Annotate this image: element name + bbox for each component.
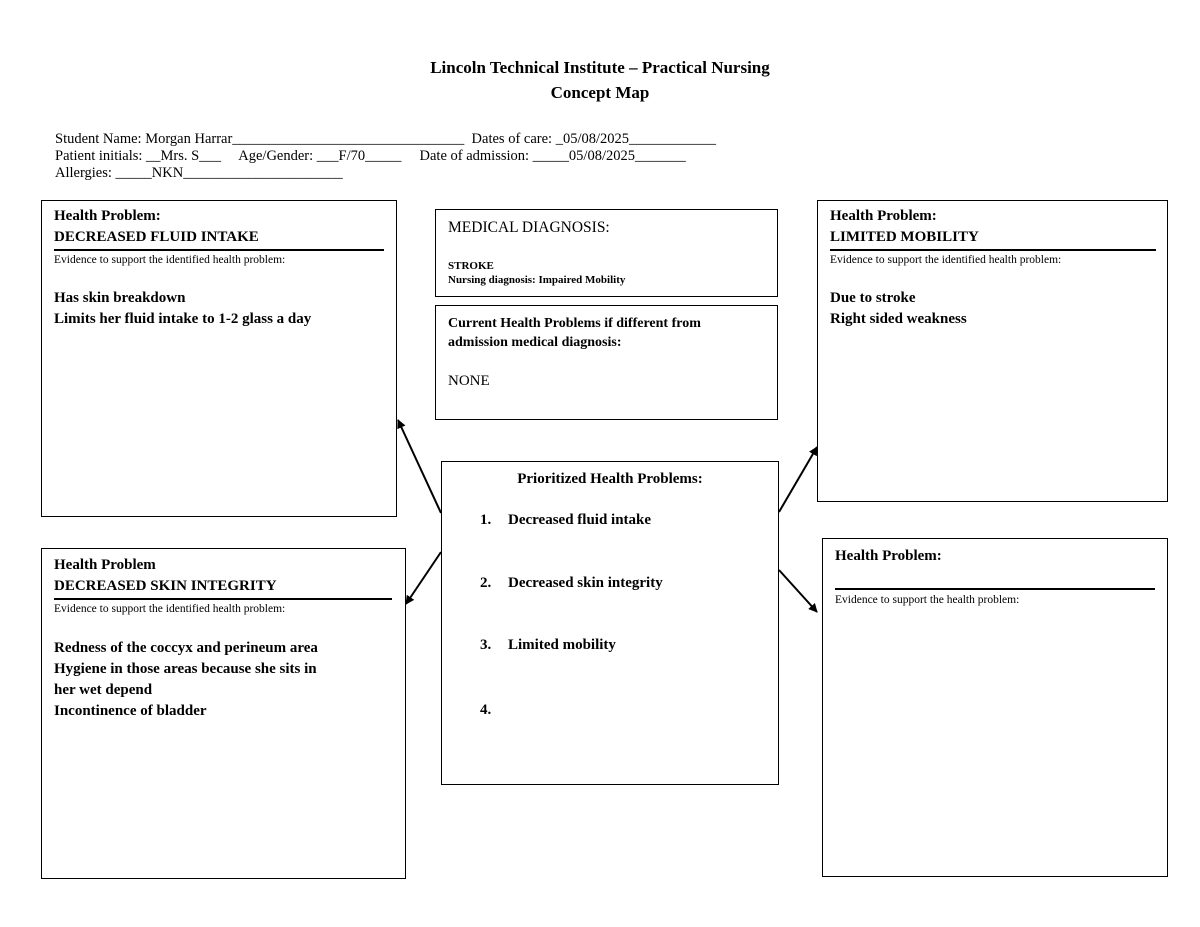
institution-title: Lincoln Technical Institute – Practical Nursing	[430, 58, 770, 77]
current-problems-label: Current Health Problems if different from	[448, 316, 701, 331]
prioritized-item-2: 2. Decreased skin integrity	[480, 575, 663, 591]
medical-diagnosis-value: STROKE	[448, 260, 494, 272]
evidence-item: Right sided weakness	[830, 311, 967, 327]
current-problems-label-2: admission medical diagnosis:	[448, 335, 622, 350]
prioritized-item-4: 4.	[480, 702, 492, 718]
health-problem-label: Health Problem:	[830, 208, 937, 224]
allergies-line: Allergies: _____NKN______________________	[55, 165, 343, 181]
evidence-label: Evidence to support the identified health problem:	[54, 603, 286, 615]
evidence-label: Evidence to support the identified health problem:	[54, 254, 286, 266]
evidence-item: Due to stroke	[830, 290, 916, 306]
evidence-item: Hygiene in those areas because she sits in	[54, 661, 317, 677]
health-problem-label: Health Problem	[54, 557, 156, 573]
current-problems-value: NONE	[448, 373, 490, 389]
health-problem-title: DECREASED FLUID INTAKE	[54, 229, 259, 245]
arrow-to-skin-problem	[406, 552, 441, 604]
prioritized-item-3: 3. Limited mobility	[480, 637, 616, 653]
health-problem-label: Health Problem:	[54, 208, 161, 224]
evidence-item: her wet depend	[54, 682, 153, 698]
student-dates-line: Student Name: Morgan Harrar________________________________ Dates of care: _05/08/2025____________	[55, 131, 716, 147]
evidence-label: Evidence to support the identified health problem:	[830, 254, 1062, 266]
prioritized-problems-label: Prioritized Health Problems:	[517, 471, 703, 487]
arrow-to-fluid-problem	[398, 420, 441, 513]
evidence-label: Evidence to support the health problem:	[835, 594, 1020, 606]
evidence-item: Limits her fluid intake to 1-2 glass a day	[54, 311, 312, 327]
arrow-to-blank-problem	[779, 570, 817, 612]
health-problem-label: Health Problem:	[835, 548, 942, 564]
health-problem-title: DECREASED SKIN INTEGRITY	[54, 578, 277, 594]
evidence-item: Incontinence of bladder	[54, 703, 207, 719]
medical-diagnosis-label: MEDICAL DIAGNOSIS:	[448, 219, 610, 236]
prioritized-item-1: 1. Decreased fluid intake	[480, 512, 652, 528]
evidence-item: Redness of the coccyx and perineum area	[54, 640, 318, 656]
health-problem-title: LIMITED MOBILITY	[830, 229, 979, 245]
nursing-diagnosis: Nursing diagnosis: Impaired Mobility	[448, 274, 626, 286]
arrow-to-mobility-problem	[779, 447, 817, 512]
evidence-item: Has skin breakdown	[54, 290, 186, 306]
patient-admission-line: Patient initials: __Mrs. S___ Age/Gender: ___F/70_____ Date of admission: _____05/08/2025_______	[55, 148, 686, 164]
document-title: Concept Map	[550, 83, 650, 102]
